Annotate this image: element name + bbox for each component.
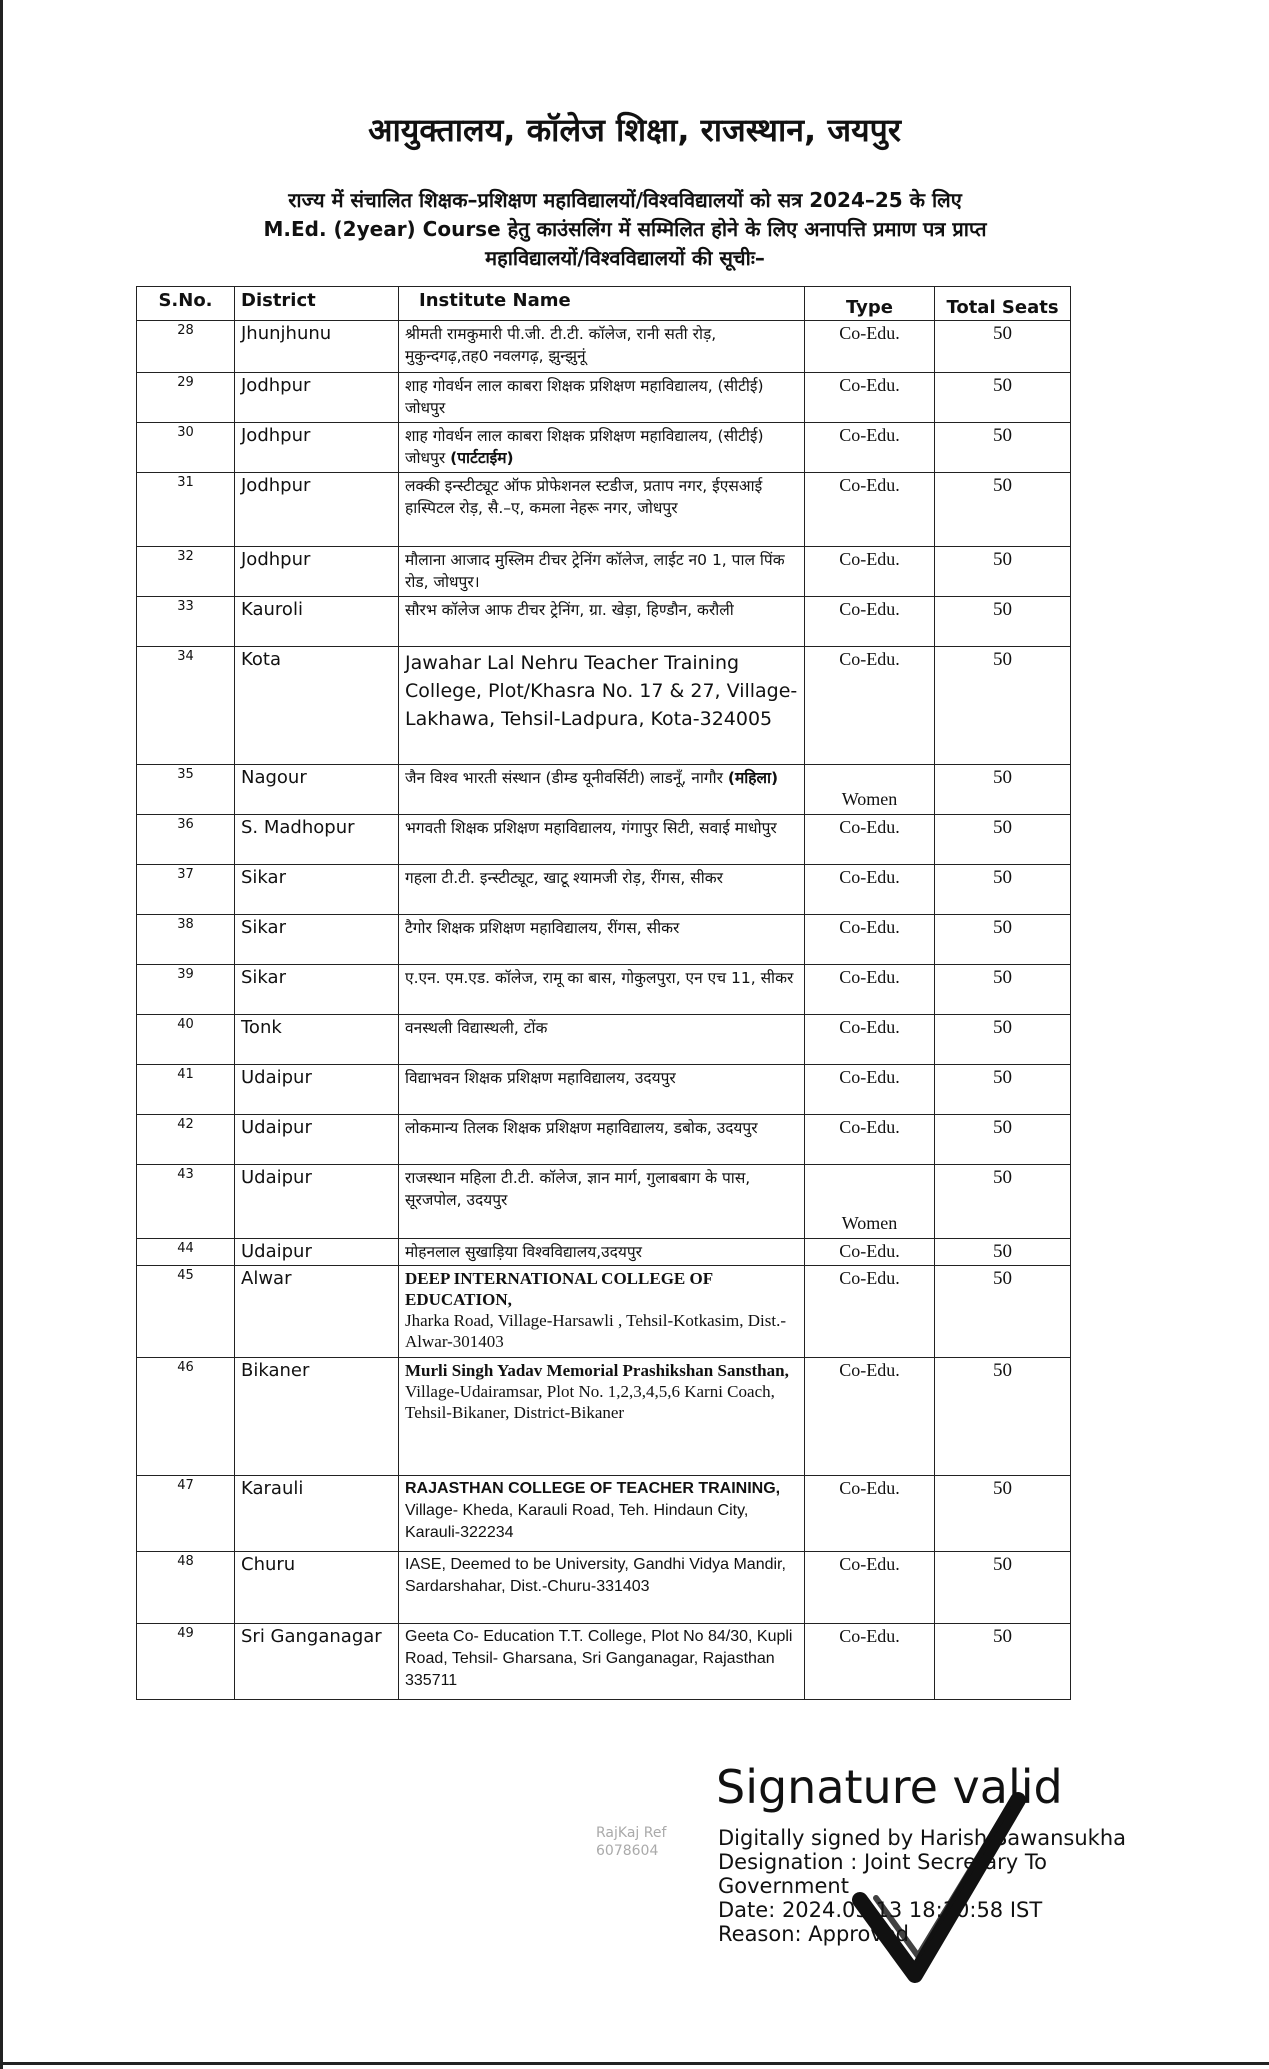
institute-name-bold: Murli Singh Yadav Memorial Prashikshan Sansthan, bbox=[405, 1361, 789, 1380]
table-row bbox=[137, 373, 1071, 423]
row-total-seats: 50 bbox=[935, 1624, 1071, 1700]
table-row bbox=[137, 321, 1071, 373]
row-sno: 44 bbox=[137, 1239, 235, 1266]
table-row bbox=[137, 1065, 1071, 1115]
row-institute bbox=[399, 865, 805, 915]
row-type: Co-Edu. bbox=[805, 1115, 935, 1165]
row-sno: 31 bbox=[137, 473, 235, 547]
row-total-seats: 50 bbox=[935, 597, 1071, 647]
row-type: Co-Edu. bbox=[805, 647, 935, 765]
row-institute bbox=[399, 1552, 805, 1624]
row-district: Nagour bbox=[235, 765, 399, 815]
row-type: Co-Edu. bbox=[805, 321, 935, 373]
subtitle-line-2: M.Ed. (2year) Course हेतु काउंसलिंग में सम्मिलित होने के लिए अनापत्ति प्रमाण पत्र प्राप्त bbox=[263, 217, 987, 241]
row-total-seats: 50 bbox=[935, 1015, 1071, 1065]
row-institute bbox=[399, 1476, 805, 1552]
institute-name: श्रीमती रामकुमारी पी.जी. टी.टी. कॉलेज, रानी सती रोड़, मुकुन्दगढ़,तह0 नवलगढ़, झुन्झुनूं bbox=[405, 325, 717, 365]
row-district: Tonk bbox=[235, 1015, 399, 1065]
row-district: Alwar bbox=[235, 1266, 399, 1358]
row-district: S. Madhopur bbox=[235, 815, 399, 865]
row-district: Sikar bbox=[235, 965, 399, 1015]
institute-name: सौरभ कॉलेज आफ टीचर ट्रेनिंग, ग्रा. खेड़ा, हिण्डौन, करौली bbox=[405, 601, 734, 619]
row-institute bbox=[399, 321, 805, 373]
table-row bbox=[137, 815, 1071, 865]
row-sno: 36 bbox=[137, 815, 235, 865]
institute-address: Village-Udairamsar, Plot No. 1,2,3,4,5,6 Karni Coach, Tehsil-Bikaner, District-Bikaner bbox=[405, 1382, 775, 1422]
row-sno: 29 bbox=[137, 373, 235, 423]
row-district: Jodhpur bbox=[235, 473, 399, 547]
institute-name: IASE, Deemed to be University, Gandhi Vidya Mandir, Sardarshahar, Dist.-Churu-331403 bbox=[405, 1556, 786, 1595]
row-sno: 41 bbox=[137, 1065, 235, 1115]
row-institute bbox=[399, 1358, 805, 1476]
row-district: Bikaner bbox=[235, 1358, 399, 1476]
row-district: Jodhpur bbox=[235, 423, 399, 473]
institute-name: मोहनलाल सुखाड़िया विश्वविद्यालय,उदयपुर bbox=[405, 1243, 643, 1261]
row-type: Co-Edu. bbox=[805, 1266, 935, 1358]
page-left-edge bbox=[0, 0, 3, 2069]
row-type: Co-Edu. bbox=[805, 815, 935, 865]
page-bottom-edge bbox=[0, 2062, 1269, 2065]
row-type: Co-Edu. bbox=[805, 473, 935, 547]
table-row bbox=[137, 1239, 1071, 1266]
institute-address: Jharka Road, Village-Harsawli , Tehsil-Kotkasim, Dist.- Alwar-301403 bbox=[405, 1311, 787, 1351]
table-row bbox=[137, 547, 1071, 597]
header-seats: Total Seats bbox=[935, 287, 1071, 321]
row-total-seats: 50 bbox=[935, 1358, 1071, 1476]
row-total-seats: 50 bbox=[935, 373, 1071, 423]
row-district: Udaipur bbox=[235, 1165, 399, 1239]
table-row bbox=[137, 473, 1071, 547]
row-institute bbox=[399, 1115, 805, 1165]
row-institute bbox=[399, 473, 805, 547]
row-total-seats: 50 bbox=[935, 765, 1071, 815]
institutes-table bbox=[136, 286, 1071, 1700]
table-row bbox=[137, 1358, 1071, 1476]
row-district: Jhunjhunu bbox=[235, 321, 399, 373]
signature-title: Signature valid bbox=[716, 1760, 1063, 1814]
row-total-seats: 50 bbox=[935, 865, 1071, 915]
row-district: Kota bbox=[235, 647, 399, 765]
row-total-seats: 50 bbox=[935, 1552, 1071, 1624]
row-type: Co-Edu. bbox=[805, 373, 935, 423]
table-row bbox=[137, 1476, 1071, 1552]
subtitle-line-1: राज्य में संचालित शिक्षक–प्रशिक्षण महाविद्यालयों/विश्वविद्यालयों को सत्र 2024–25 के लिए bbox=[288, 188, 962, 212]
row-type: Co-Edu. bbox=[805, 423, 935, 473]
table-row bbox=[137, 1624, 1071, 1700]
institute-name: भगवती शिक्षक प्रशिक्षण महाविद्यालय, गंगापुर सिटी, सवाई माधोपुर bbox=[405, 819, 777, 837]
row-total-seats: 50 bbox=[935, 1065, 1071, 1115]
row-sno: 39 bbox=[137, 965, 235, 1015]
institute-name-bold: DEEP INTERNATIONAL COLLEGE OF EDUCATION, bbox=[405, 1269, 713, 1309]
institute-name: लोकमान्य तिलक शिक्षक प्रशिक्षण महाविद्यालय, डबोक, उदयपुर bbox=[405, 1119, 758, 1137]
row-district: Jodhpur bbox=[235, 547, 399, 597]
row-district: Udaipur bbox=[235, 1065, 399, 1115]
row-total-seats: 50 bbox=[935, 1266, 1071, 1358]
row-sno: 38 bbox=[137, 915, 235, 965]
table-body bbox=[137, 321, 1071, 1700]
row-total-seats: 50 bbox=[935, 915, 1071, 965]
row-total-seats: 50 bbox=[935, 547, 1071, 597]
row-type: Co-Edu. bbox=[805, 1552, 935, 1624]
table-row bbox=[137, 597, 1071, 647]
page-subtitle bbox=[185, 186, 1065, 273]
header-sno: S.No. bbox=[137, 287, 235, 321]
table-row bbox=[137, 1015, 1071, 1065]
table-row bbox=[137, 1552, 1071, 1624]
row-total-seats: 50 bbox=[935, 1115, 1071, 1165]
row-type: Co-Edu. bbox=[805, 865, 935, 915]
signature-line-1: Digitally signed by Harish Sawansukha bbox=[718, 1826, 1127, 1850]
row-institute bbox=[399, 373, 805, 423]
institute-name: Jawahar Lal Nehru Teacher Training College, Plot/Khasra No. 17 & 27, Village-Lakhawa, Tehsil-Ladpura, Kota-324005 bbox=[405, 652, 798, 730]
checkmark-icon bbox=[840, 1780, 1030, 1990]
row-district: Kauroli bbox=[235, 597, 399, 647]
row-type: Co-Edu. bbox=[805, 1624, 935, 1700]
row-institute bbox=[399, 815, 805, 865]
row-sno: 45 bbox=[137, 1266, 235, 1358]
rajkaj-label: RajKaj Ref bbox=[596, 1825, 667, 1841]
row-sno: 35 bbox=[137, 765, 235, 815]
institute-name: वनस्थली विद्यास्थली, टोंक bbox=[405, 1019, 548, 1037]
row-district: Udaipur bbox=[235, 1239, 399, 1266]
institute-address: Village- Kheda, Karauli Road, Teh. Hindaun City, Karauli-322234 bbox=[405, 1502, 749, 1541]
institute-name: विद्याभवन शिक्षक प्रशिक्षण महाविद्यालय, उदयपुर bbox=[405, 1069, 676, 1087]
row-total-seats: 50 bbox=[935, 1165, 1071, 1239]
row-institute bbox=[399, 1015, 805, 1065]
row-type: Co-Edu. bbox=[805, 1476, 935, 1552]
row-institute bbox=[399, 1624, 805, 1700]
row-institute bbox=[399, 1065, 805, 1115]
row-sno: 33 bbox=[137, 597, 235, 647]
row-institute bbox=[399, 915, 805, 965]
header-institute: Institute Name bbox=[399, 287, 805, 321]
row-total-seats: 50 bbox=[935, 965, 1071, 1015]
signature-line-3: Government bbox=[718, 1874, 849, 1898]
subtitle-line-3: महाविद्यालयों/विश्वविद्यालयों की सूचीः– bbox=[485, 246, 765, 270]
row-type: Co-Edu. bbox=[805, 965, 935, 1015]
institute-name: शाह गोवर्धन लाल काबरा शिक्षक प्रशिक्षण महाविद्यालय, (सीटीई) जोधपुर bbox=[405, 377, 764, 417]
row-district: Sikar bbox=[235, 915, 399, 965]
row-district: Jodhpur bbox=[235, 373, 399, 423]
row-institute bbox=[399, 547, 805, 597]
row-district: Karauli bbox=[235, 1476, 399, 1552]
institute-tag-bold: (पार्टटाईम) bbox=[450, 449, 514, 467]
row-district: Udaipur bbox=[235, 1115, 399, 1165]
row-total-seats: 50 bbox=[935, 1239, 1071, 1266]
row-sno: 30 bbox=[137, 423, 235, 473]
table-row bbox=[137, 1165, 1071, 1239]
signature-line-2: Designation : Joint Secretary To bbox=[718, 1850, 1047, 1874]
row-total-seats: 50 bbox=[935, 423, 1071, 473]
row-district: Sri Ganganagar bbox=[235, 1624, 399, 1700]
row-institute bbox=[399, 647, 805, 765]
institute-name: टैगोर शिक्षक प्रशिक्षण महाविद्यालय, रींगस, सीकर bbox=[405, 919, 680, 937]
rajkaj-ref bbox=[596, 1824, 666, 1860]
table-row bbox=[137, 915, 1071, 965]
row-institute bbox=[399, 597, 805, 647]
institute-tag-bold: (महिला) bbox=[727, 769, 779, 787]
table-row bbox=[137, 1115, 1071, 1165]
row-total-seats: 50 bbox=[935, 473, 1071, 547]
institute-name: राजस्थान महिला टी.टी. कॉलेज, ज्ञान मार्ग, गुलाबबाग के पास, सूरजपोल, उदयपुर bbox=[405, 1169, 751, 1209]
institute-name: मौलाना आजाद मुस्लिम टीचर ट्रेनिंग कॉलेज, लाईट न0 1, पाल पिंक रोड, जोधपुर। bbox=[405, 551, 785, 591]
rajkaj-number: 6078604 bbox=[596, 1843, 659, 1859]
row-type: Co-Edu. bbox=[805, 547, 935, 597]
row-sno: 49 bbox=[137, 1624, 235, 1700]
institute-name-bold: RAJASTHAN COLLEGE OF TEACHER TRAINING, bbox=[405, 1480, 781, 1497]
row-district: Sikar bbox=[235, 865, 399, 915]
row-type: Co-Edu. bbox=[805, 1015, 935, 1065]
header-district: District bbox=[235, 287, 399, 321]
table-row bbox=[137, 1266, 1071, 1358]
table-row bbox=[137, 423, 1071, 473]
row-district: Churu bbox=[235, 1552, 399, 1624]
row-sno: 48 bbox=[137, 1552, 235, 1624]
table-row bbox=[137, 647, 1071, 765]
row-sno: 43 bbox=[137, 1165, 235, 1239]
signature-line-4: Date: 2024.03.13 18:30:58 IST bbox=[718, 1898, 1043, 1922]
row-institute bbox=[399, 1165, 805, 1239]
row-sno: 28 bbox=[137, 321, 235, 373]
row-institute bbox=[399, 765, 805, 815]
row-type: Co-Edu. bbox=[805, 1358, 935, 1476]
row-institute bbox=[399, 423, 805, 473]
institute-name: ए.एन. एम.एड. कॉलेज, रामू का बास, गोकुलपुरा, एन एच 11, सीकर bbox=[405, 969, 794, 987]
table-row bbox=[137, 765, 1071, 815]
row-sno: 37 bbox=[137, 865, 235, 915]
row-sno: 47 bbox=[137, 1476, 235, 1552]
institute-name: Geeta Co- Education T.T. College, Plot No 84/30, Kupli Road, Tehsil- Gharsana, Sri Ganganagar, Rajasthan 335711 bbox=[405, 1628, 793, 1689]
row-total-seats: 50 bbox=[935, 647, 1071, 765]
table-header-row bbox=[137, 287, 1071, 321]
signature-line-5: Reason: Approved bbox=[718, 1922, 910, 1946]
row-institute bbox=[399, 1266, 805, 1358]
row-total-seats: 50 bbox=[935, 321, 1071, 373]
row-sno: 34 bbox=[137, 647, 235, 765]
row-sno: 42 bbox=[137, 1115, 235, 1165]
row-sno: 40 bbox=[137, 1015, 235, 1065]
row-sno: 46 bbox=[137, 1358, 235, 1476]
page-title: आयुक्तालय, कॉलेज शिक्षा, राजस्थान, जयपुर bbox=[368, 111, 901, 149]
header-type: Type bbox=[805, 287, 935, 321]
row-type: Women bbox=[805, 765, 935, 815]
institute-name: जैन विश्व भारती संस्थान (डीम्ड यूनीवर्सिटी) लाडनूँ, नागौर bbox=[405, 769, 723, 787]
row-institute bbox=[399, 965, 805, 1015]
table-row bbox=[137, 865, 1071, 915]
table-row bbox=[137, 965, 1071, 1015]
row-type: Co-Edu. bbox=[805, 915, 935, 965]
row-institute bbox=[399, 1239, 805, 1266]
row-type: Co-Edu. bbox=[805, 597, 935, 647]
row-sno: 32 bbox=[137, 547, 235, 597]
row-total-seats: 50 bbox=[935, 1476, 1071, 1552]
row-type: Co-Edu. bbox=[805, 1065, 935, 1115]
institute-name: गहला टी.टी. इन्स्टीट्यूट, खाटू श्यामजी रोड़, रींगस, सीकर bbox=[405, 869, 723, 887]
row-total-seats: 50 bbox=[935, 815, 1071, 865]
row-type: Women bbox=[805, 1165, 935, 1239]
institute-name: लक्की इन्स्टीट्यूट ऑफ प्रोफेशनल स्टडीज, प्रताप नगर, ईएसआई हास्पिटल रोड़, सै.–ए, कमला नेहरू नगर, जोधपुर bbox=[405, 477, 763, 517]
institute-name: शाह गोवर्धन लाल काबरा शिक्षक प्रशिक्षण महाविद्यालय, (सीटीई) जोधपुर bbox=[405, 427, 764, 467]
row-type: Co-Edu. bbox=[805, 1239, 935, 1266]
